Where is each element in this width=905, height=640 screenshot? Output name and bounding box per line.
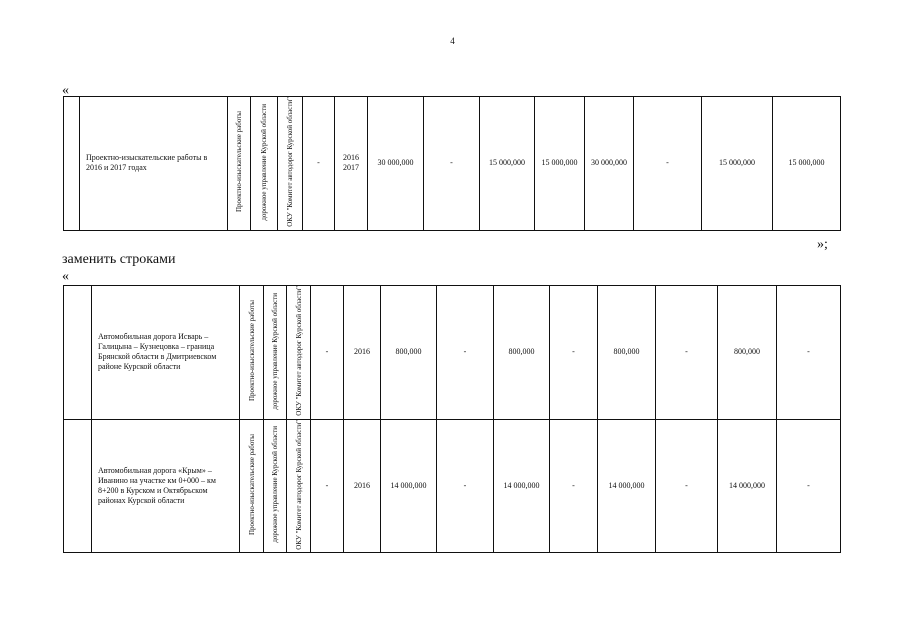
cell-4: - [550,419,598,553]
work-type-text: Проектно-изыскательские работы [247,300,256,402]
administrator-text: дорожное управление Курской области [260,103,268,221]
cell-1: - [303,97,335,231]
administrator-cell [264,419,287,553]
year-cell: 2016 [344,419,381,553]
table-row [64,97,841,231]
year-cell: 2016 [344,286,381,420]
table-row [64,419,841,553]
work-type-text: Проектно-изыскательские работы [247,434,256,536]
cell-4: - [550,286,598,420]
old-table [63,96,841,231]
total-cell: 30 000,000 [368,97,424,231]
object-name-cell: Автомобильная дорога Исварь – Галицына – Кузнецовка – граница Брянской области в Дмитриевском районе Курской области [92,286,240,420]
customer-text: ОКУ "Комитет автодорог Курской области" [294,419,303,550]
cell-5: 30 000,000 [585,97,634,231]
row-index-cell [64,97,80,231]
cell-1: - [311,286,344,420]
cell-5: 14 000,000 [598,419,656,553]
cell-6: - [634,97,702,231]
customer-text: ОКУ "Комитет автодорог Курской области" [294,286,303,416]
cell-6: - [656,419,718,553]
cell-3: 800,000 [494,286,550,420]
administrator-cell [251,97,278,231]
object-name-cell: Автомобильная дорога «Крым» – Иванино на участке км 0+000 – км 8+200 в Курском и Октябрьском районах Курской области [92,419,240,553]
administrator-cell [264,286,287,420]
work-type-cell [228,97,251,231]
cell-7: 14 000,000 [718,419,777,553]
opening-quote-new: « [62,269,69,284]
years-cell: 2016 2017 [335,97,368,231]
customer-cell [287,286,311,420]
cell-7: 800,000 [718,286,777,420]
total-cell: 800,000 [381,286,437,420]
row-index-cell [64,286,92,420]
total-cell: 14 000,000 [381,419,437,553]
new-table [63,285,841,553]
administrator-text: дорожное управление Курской области [271,426,279,543]
cell-8: - [777,286,841,420]
table-row [64,286,841,420]
cell-4: 15 000,000 [535,97,585,231]
cell-3: 15 000,000 [480,97,535,231]
customer-cell [278,97,303,231]
work-type-text: Проектно-изыскательские работы [235,111,243,213]
work-type-cell [240,419,264,553]
cell-8: 15 000,000 [773,97,841,231]
cell-2: - [424,97,480,231]
cell-7: 15 000,000 [702,97,773,231]
cell-2: - [437,419,494,553]
customer-text: ОКУ "Комитет автодорог Курской области" [286,97,294,227]
row-index-cell [64,419,92,553]
object-name-cell: Проектно-изыскательские работы в 2016 и 2017 годах [80,97,228,231]
cell-8: - [777,419,841,553]
cell-6: - [656,286,718,420]
cell-3: 14 000,000 [494,419,550,553]
work-type-cell [240,286,264,420]
administrator-text: дорожное управление Курской области [271,292,279,410]
page-number: 4 [450,36,455,46]
cell-5: 800,000 [598,286,656,420]
closing-quote: »; [817,237,828,252]
replace-heading: заменить строками [62,252,176,267]
cell-1: - [311,419,344,553]
cell-2: - [437,286,494,420]
customer-cell [287,419,311,553]
opening-quote-old: « [62,83,69,98]
